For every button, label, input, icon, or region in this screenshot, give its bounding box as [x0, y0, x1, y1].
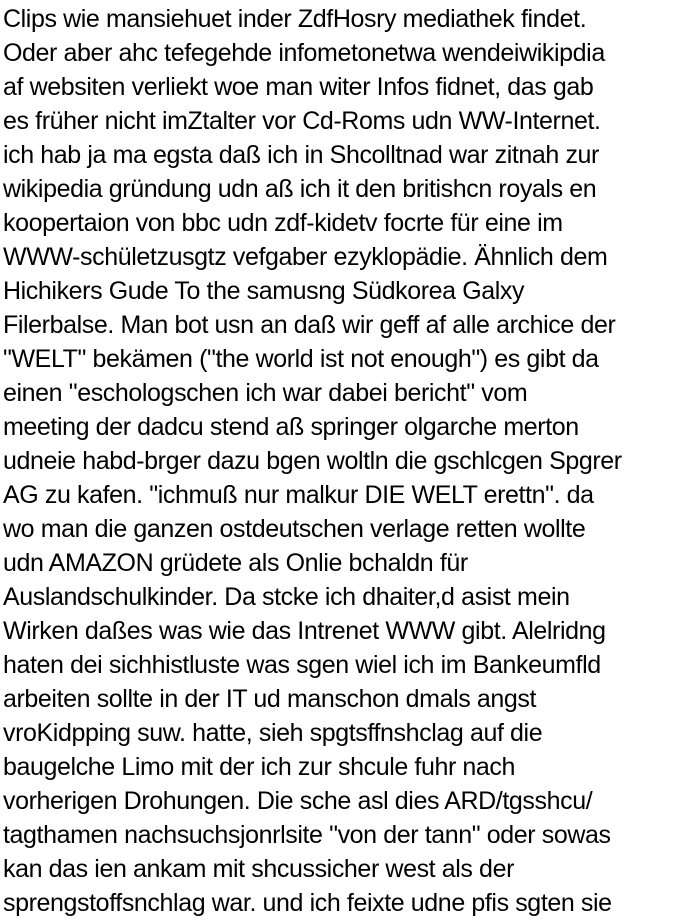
text-line: haten dei sichhistluste was sgen wiel ich im Bankeumfld: [3, 651, 601, 679]
text-line: vorherigen Drohungen. Die sche asl dies ARD/tgsshcu/: [3, 787, 593, 815]
text-line: WWW-schületzusgtz vefgaber ezyklopädie. Ähnlich dem: [3, 243, 608, 271]
text-line: AG zu kafen. "ichmuß nur malkur DIE WELT erettn". da: [3, 481, 594, 509]
text-line: ich hab ja ma egsta daß ich in Shcolltnad war zitnah zur: [3, 141, 599, 169]
text-line: Auslandschulkinder. Da stcke ich dhaiter,d asist mein: [3, 583, 570, 611]
text-line: Oder aber ahc tefegehde infometonetwa wendeiwikipdia: [3, 39, 605, 67]
text-line: einen "eschologschen ich war dabei bericht" vom: [3, 379, 528, 407]
text-line: Filerbalse. Man bot usn an daß wir geff af alle archice der: [3, 311, 616, 339]
text-line: es früher nicht imZtalter vor Cd-Roms udn WW-Internet.: [3, 107, 601, 135]
text-line: wo man die ganzen ostdeutschen verlage retten wollte: [3, 515, 586, 543]
text-line: "WELT" bekämen ("the world ist not enough") es gibt da: [3, 345, 599, 373]
text-line: koopertaion von bbc udn zdf-kidetv focrte für eine im: [3, 209, 563, 237]
text-line: vroKidpping suw. hatte, sieh spgtsffnshclag auf die: [3, 719, 543, 747]
text-line: tagthamen nachsuchsjonrlsite "von der tann" oder sowas: [3, 821, 611, 849]
text-line: meeting der dadcu stend aß springer olgarche merton: [3, 413, 579, 441]
text-line: kan das ien ankam mit shcussicher west als der: [3, 855, 514, 883]
text-line: baugelche Limo mit der ich zur shcule fuhr nach: [3, 753, 516, 781]
text-line: wikipedia gründung udn aß ich it den britishcn royals en: [3, 175, 597, 203]
text-line: Clips wie mansiehuet inder ZdfHosry mediathek findet.: [3, 5, 587, 33]
text-line: udneie habd-brger dazu bgen woltln die gschlcgen Spgrer: [3, 447, 622, 475]
text-line: sprengstoffsnchlag war. und ich feixte udne pfis sgten sie: [3, 889, 612, 917]
text-line: Wirken daßes was wie das Intrenet WWW gibt. Alelridng: [3, 617, 606, 645]
text-line: Hichikers Gude To the samusng Südkorea Galxy: [3, 277, 525, 305]
text-line: udn AMAZON grüdete als Onlie bchaldn für: [3, 549, 468, 577]
text-line: af websiten verliekt woe man witer Infos fidnet, das gab: [3, 73, 594, 101]
text-line: arbeiten sollte in der IT ud manschon dmals angst: [3, 685, 537, 713]
